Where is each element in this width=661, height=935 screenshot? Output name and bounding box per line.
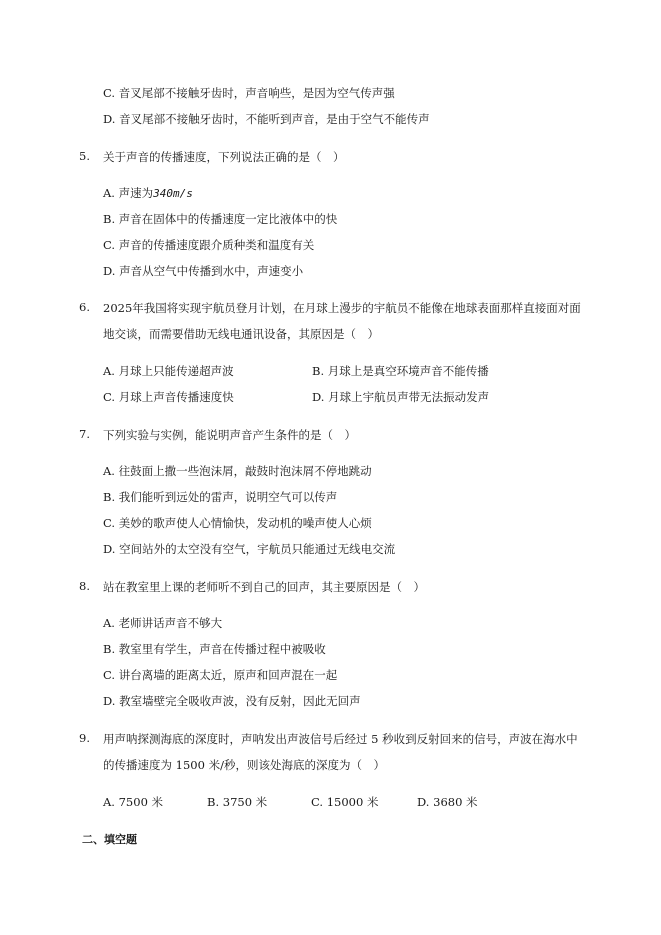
q4-option-d: D. 音叉尾部不接触牙齿时，不能听到声音，是由于空气不能传声 [103,112,430,126]
q8-option-d: D. 教室墙壁完全吸收声波，没有反射，因此无回声 [103,694,361,708]
q9-stem-line1: 用声呐探测海底的深度时，声呐发出声波信号后经过 5 秒收到反射回来的信号，声波在海水中 [103,732,578,746]
q6-stem-line2: 地交谈，而需要借助无线电通讯设备，其原因是（ ） [103,327,379,341]
q7-option-a: A. 往鼓面上撒一些泡沫屑，敲鼓时泡沫屑不停地跳动 [103,464,372,478]
q8-number: 8. [79,579,90,593]
q7-number: 7. [79,427,90,441]
q5-option-a-text: A. 声速为 [103,186,154,200]
q9-stem-line2: 的传播速度为 1500 米/秒，则该处海底的深度为（ ） [103,758,385,772]
q6-option-b: B. 月球上是真空环境声音不能传播 [312,364,489,378]
q8-stem: 站在教室里上课的老师听不到自己的回声，其主要原因是（ ） [103,580,425,594]
q8-option-b: B. 教室里有学生，声音在传播过程中被吸收 [103,642,326,656]
q6-stem-line1: 2025年我国将实现宇航员登月计划，在月球上漫步的宇航员不能像在地球表面那样直接面对面 [103,301,581,315]
q5-option-b: B. 声音在固体中的传播速度一定比液体中的快 [103,212,338,226]
q6-option-a: A. 月球上只能传递超声波 [103,364,234,378]
q7-option-b: B. 我们能听到远处的雷声，说明空气可以传声 [103,490,338,504]
q7-option-d: D. 空间站外的太空没有空气，宇航员只能通过无线电交流 [103,542,396,556]
q9-option-c: C. 15000 米 [311,795,379,809]
q9-option-b: B. 3750 米 [207,795,268,809]
q6-number: 6. [79,300,90,314]
q4-option-c: C. 音叉尾部不接触牙齿时，声音响些，是因为空气传声强 [103,86,395,100]
q6-option-d: D. 月球上宇航员声带无法振动发声 [312,390,490,404]
q5-option-d: D. 声音从空气中传播到水中，声速变小 [103,264,304,278]
q8-option-c: C. 讲台离墙的距离太近，原声和回声混在一起 [103,668,338,682]
q7-option-c: C. 美妙的歌声使人心情愉快，发动机的噪声使人心烦 [103,516,372,530]
q5-option-a-math: 340m/s [153,187,193,200]
q9-option-d: D. 3680 米 [417,795,478,809]
q5-option-a [103,185,193,201]
q5-number: 5. [79,149,90,163]
q6-option-c: C. 月球上声音传播速度快 [103,390,234,404]
q5-option-c: C. 声音的传播速度跟介质种类和温度有关 [103,238,315,252]
q8-option-a: A. 老师讲话声音不够大 [103,616,223,630]
q9-option-a: A. 7500 米 [103,795,164,809]
q9-number: 9. [79,731,90,745]
q7-stem: 下列实验与实例，能说明声音产生条件的是（ ） [103,428,356,442]
section-title: 二、填空题 [82,833,137,846]
q5-stem: 关于声音的传播速度，下列说法正确的是（ ） [103,150,345,164]
